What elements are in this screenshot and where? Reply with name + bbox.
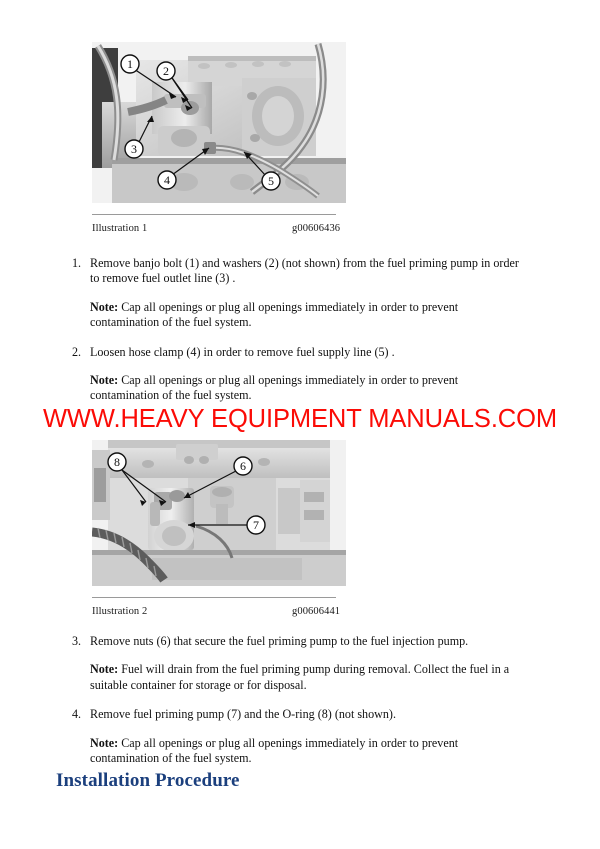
step-item xyxy=(72,707,528,722)
figure-caption-1 xyxy=(92,223,346,238)
step-number: 1. xyxy=(72,256,82,270)
step-text: Remove banjo bolt (1) and washers (2) (not shown) from the fuel priming pump in order to remove fuel outlet line (3) . xyxy=(90,256,519,286)
svg-text:3: 3 xyxy=(131,142,137,156)
step-item xyxy=(72,634,528,649)
procedure-steps-block-2 xyxy=(72,634,528,780)
step-number: 3. xyxy=(72,634,82,648)
note-item xyxy=(72,662,528,693)
figure-caption-2 xyxy=(92,606,346,621)
illustration-2-id: g00606441 xyxy=(292,606,341,617)
step-item xyxy=(72,345,528,360)
note-text: Cap all openings or plug all openings immediately in order to prevent contamination of the fuel system. xyxy=(90,373,459,403)
illustration-2-title: Illustration 2 xyxy=(92,606,148,617)
figure-divider-1 xyxy=(92,214,336,215)
step-number: 4. xyxy=(72,707,82,722)
note-label: Note: xyxy=(90,373,119,388)
figure-illustration-2 xyxy=(92,440,346,621)
svg-text:7: 7 xyxy=(253,518,259,532)
note-item xyxy=(72,300,528,331)
note-item xyxy=(72,736,528,767)
page-section-heading: Installation Procedure xyxy=(56,770,240,791)
svg-text:5: 5 xyxy=(268,174,274,188)
figure-illustration-1 xyxy=(92,42,346,238)
step-text: Remove nuts (6) that secure the fuel priming pump to the fuel injection pump. xyxy=(90,634,469,648)
note-text: Cap all openings or plug all openings immediately in order to prevent contamination of the fuel system. xyxy=(90,299,459,330)
illustration-1-title: Illustration 1 xyxy=(92,223,148,234)
procedure-steps-block-1 xyxy=(72,256,528,418)
step-text: Remove fuel priming pump (7) and the O-ring (8) (not shown). xyxy=(90,707,396,722)
note-label: Note: xyxy=(90,299,119,314)
svg-text:6: 6 xyxy=(240,459,246,473)
illustration-1-id: g00606436 xyxy=(292,223,341,234)
illustration-1-image xyxy=(92,42,346,203)
note-text: Cap all openings or plug all openings immediately in order to prevent contamination of the fuel system. xyxy=(90,735,459,766)
figure-divider-2 xyxy=(92,597,336,598)
step-number: 2. xyxy=(72,344,82,359)
step-text: Loosen hose clamp (4) in order to remove fuel supply line (5) . xyxy=(90,344,395,359)
note-text: Fuel will drain from the fuel priming pump during removal. Collect the fuel in a suitable container for storage or for disposal. xyxy=(90,662,510,692)
note-item xyxy=(72,373,528,404)
svg-text:4: 4 xyxy=(164,173,170,187)
step-item xyxy=(72,256,528,287)
svg-text:2: 2 xyxy=(163,64,169,78)
note-label: Note: xyxy=(90,735,119,750)
note-label: Note: xyxy=(90,662,119,677)
svg-text:1: 1 xyxy=(127,57,133,71)
illustration-2-image xyxy=(92,440,346,586)
site-watermark: WWW.HEAVY EQUIPMENT MANUALS.COM xyxy=(42,405,558,433)
svg-text:8: 8 xyxy=(114,455,120,469)
